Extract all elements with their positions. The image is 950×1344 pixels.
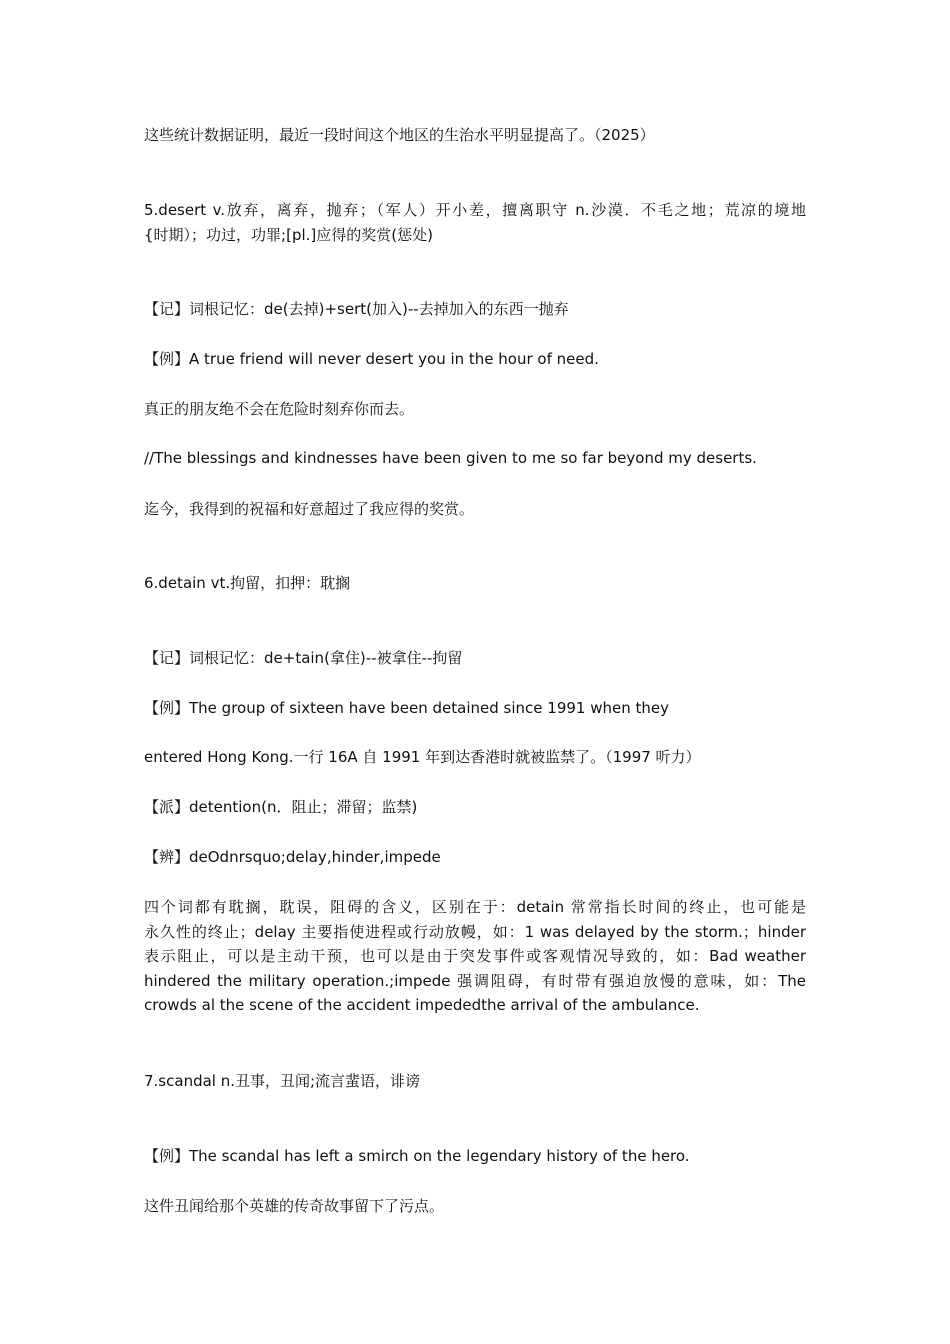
sentence-translation: 这些统计数据证明，最近一段时间这个地区的生治水平明显提高了。（2025） [144,126,655,144]
word-5-definition [144,198,806,247]
word-6-paragraph-line-4: hindered the military operation.;impede 强调阻碍，有时带有强迫放慢的意味，如：The [144,971,806,990]
word-6-paragraph-line-5: crowds al the scene of the accident impededthe arrival of the ambulance. [144,996,700,1014]
word-5-memory-note: 【记】词根记忆：de(去掉)+sert(加入)--去掉加入的东西一抛弃 [144,300,569,318]
word-7-example-translation: 这件丑闻给那个英雄的传奇故事留下了污点。 [144,1197,445,1215]
word-6-paragraph-line-3: 表示阻止，可以是主动干预，也可以是由于突发事件或客观情况导致的，如：Bad weather [144,947,806,965]
word-5-example: 【例】A true friend will never desert you in the hour of need. [144,350,599,368]
word-5-example-translation: 真正的朋友绝不会在危险时刻弃你而去。 [144,400,415,418]
word-6-paragraph-line-1: 四个词都有耽搁，耽误，阻碍的含义，区别在于：detain 常常指长时间的终止，也可能是 [144,898,806,916]
word-6-derivative: 【派】detention(n．阻止；滞留；监禁) [144,798,418,816]
word-6-memory-note: 【记】词根记忆：de+tain(拿住)--被拿住--拘留 [144,649,463,667]
word-6-distinction-paragraph [144,895,806,1018]
word-5-example-2: //The blessings and kindnesses have been given to me so far beyond my deserts. [144,449,757,467]
word-6-example: 【例】The group of sixteen have been detained since 1991 when they [144,699,669,717]
word-5-example-2-translation: 迄今，我得到的祝福和好意超过了我应得的奖赏。 [144,500,475,518]
word-7-definition: 7.scandal n.丑事，丑闻;流言蜚语，诽谤 [144,1072,421,1090]
word-6-example-continued: entered Hong Kong.一行 16A 自 1991 年到达香港时就被监禁了。（1997 听力） [144,748,701,766]
word-6-paragraph-line-2: 永久性的终止；delay 主要指使进程或行动放幔，如：1 was delayed by the storm.；hinder [144,922,806,941]
word-5-definition-line-1: 5.desert v.放弃，离弃，抛弃；（军人）开小差，擅离职守 n.沙漠．不毛之地；荒凉的境地 [144,201,806,219]
word-6-distinction: 【辨】deOdnrsquo;delay,hinder,impede [144,848,441,866]
word-6-definition: 6.detain vt.拘留，扣押：耽搁 [144,574,351,592]
word-5-definition-line-2: {时期）；功过，功罪;[pl.]应得的奖赏(惩处) [144,225,433,244]
word-7-example: 【例】The scandal has left a smirch on the legendary history of the hero. [144,1147,690,1165]
